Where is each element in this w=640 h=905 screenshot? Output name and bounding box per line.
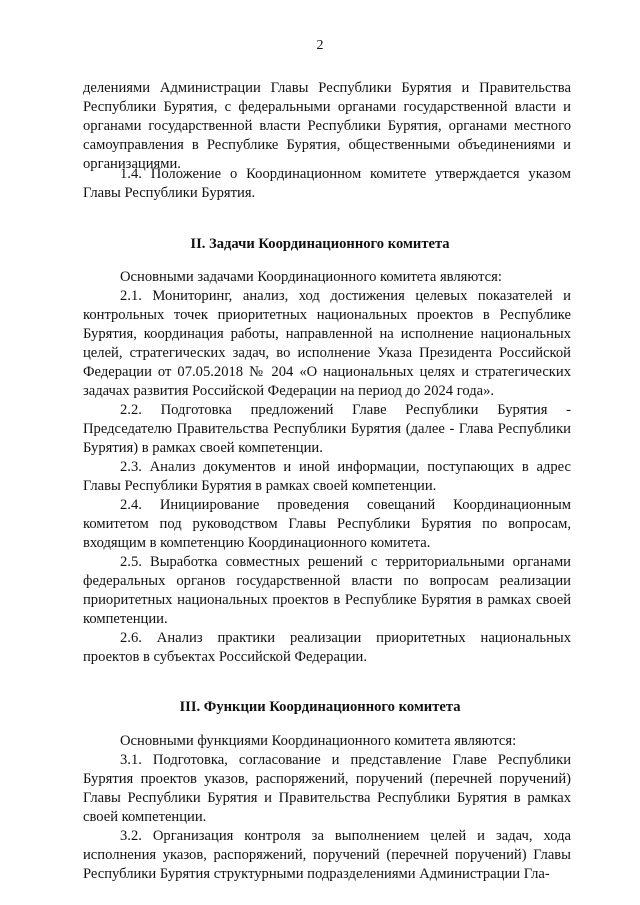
page-number: 2 — [316, 38, 324, 53]
paragraph-2-1: 2.1. Мониторинг, анализ, ход достижения целевых показателей и контрольных точек приоритетных национальных проектов в Республике Бурятия, координация работы, направленной на исполнение национальных целей, стратегических задач, во исполнение Указа Президента Российской Федерации от 07.05.2018 № 204 «О национальных целях и стратегических задачах развития Российской Федерации на период до 2024 года». — [83, 288, 571, 399]
paragraph-1-4: 1.4. Положение о Координационном комитете утверждается указом Главы Республики Бурятия. — [83, 166, 571, 201]
continuation-paragraph: делениями Администрации Главы Республики Бурятия и Правительства Республики Бурятия, с федеральными органами государственной власти и органами государственной власти Республики Бурятия, органами местного самоуправления в Республике Бурятия, общественными объединениями и организациями. — [83, 80, 571, 172]
section-heading-functions: III. Функции Координационного комитета — [179, 699, 461, 715]
paragraph-3-1: 3.1. Подготовка, согласование и представление Главе Республики Бурятия проектов указов, распоряжений, поручений (перечней поручений) Главы Республики Бурятия и Правительства Республики Бурятия в рамках своей компетенции. — [83, 752, 571, 825]
paragraph-3-2: 3.2. Организация контроля за выполнением целей и задач, хода исполнения указов, распоряжений, поручений (перечней поручений) Главы Республики Бурятия структурными подразделениями Администрации Гла- — [83, 828, 571, 882]
paragraph-2-4: 2.4. Инициирование проведения совещаний Координационным комитетом под руководством Главы Республики Бурятия по вопросам, входящим в компетенцию Координационного комитета. — [83, 497, 571, 551]
paragraph-2-3: 2.3. Анализ документов и иной информации, поступающих в адрес Главы Республики Бурятия в рамках своей компетенции. — [83, 459, 571, 494]
paragraph-2-6: 2.6. Анализ практики реализации приоритетных национальных проектов в субъектах Российской Федерации. — [83, 630, 571, 665]
paragraph-2-5: 2.5. Выработка совместных решений с территориальными органами федеральных органов государственной власти по вопросам реализации приоритетных национальных проектов в Республике Бурятия в рамках своей компетенции. — [83, 554, 571, 627]
tasks-intro: Основными задачами Координационного комитета являются: — [120, 269, 502, 285]
paragraph-2-2: 2.2. Подготовка предложений Главе Республики Бурятия - Председателю Правительства Республики Бурятия (далее - Глава Республики Бурятия) в рамках своей компетенции. — [83, 402, 571, 456]
functions-intro: Основными функциями Координационного комитета являются: — [120, 733, 517, 749]
section-heading-tasks: II. Задачи Координационного комитета — [190, 236, 450, 252]
